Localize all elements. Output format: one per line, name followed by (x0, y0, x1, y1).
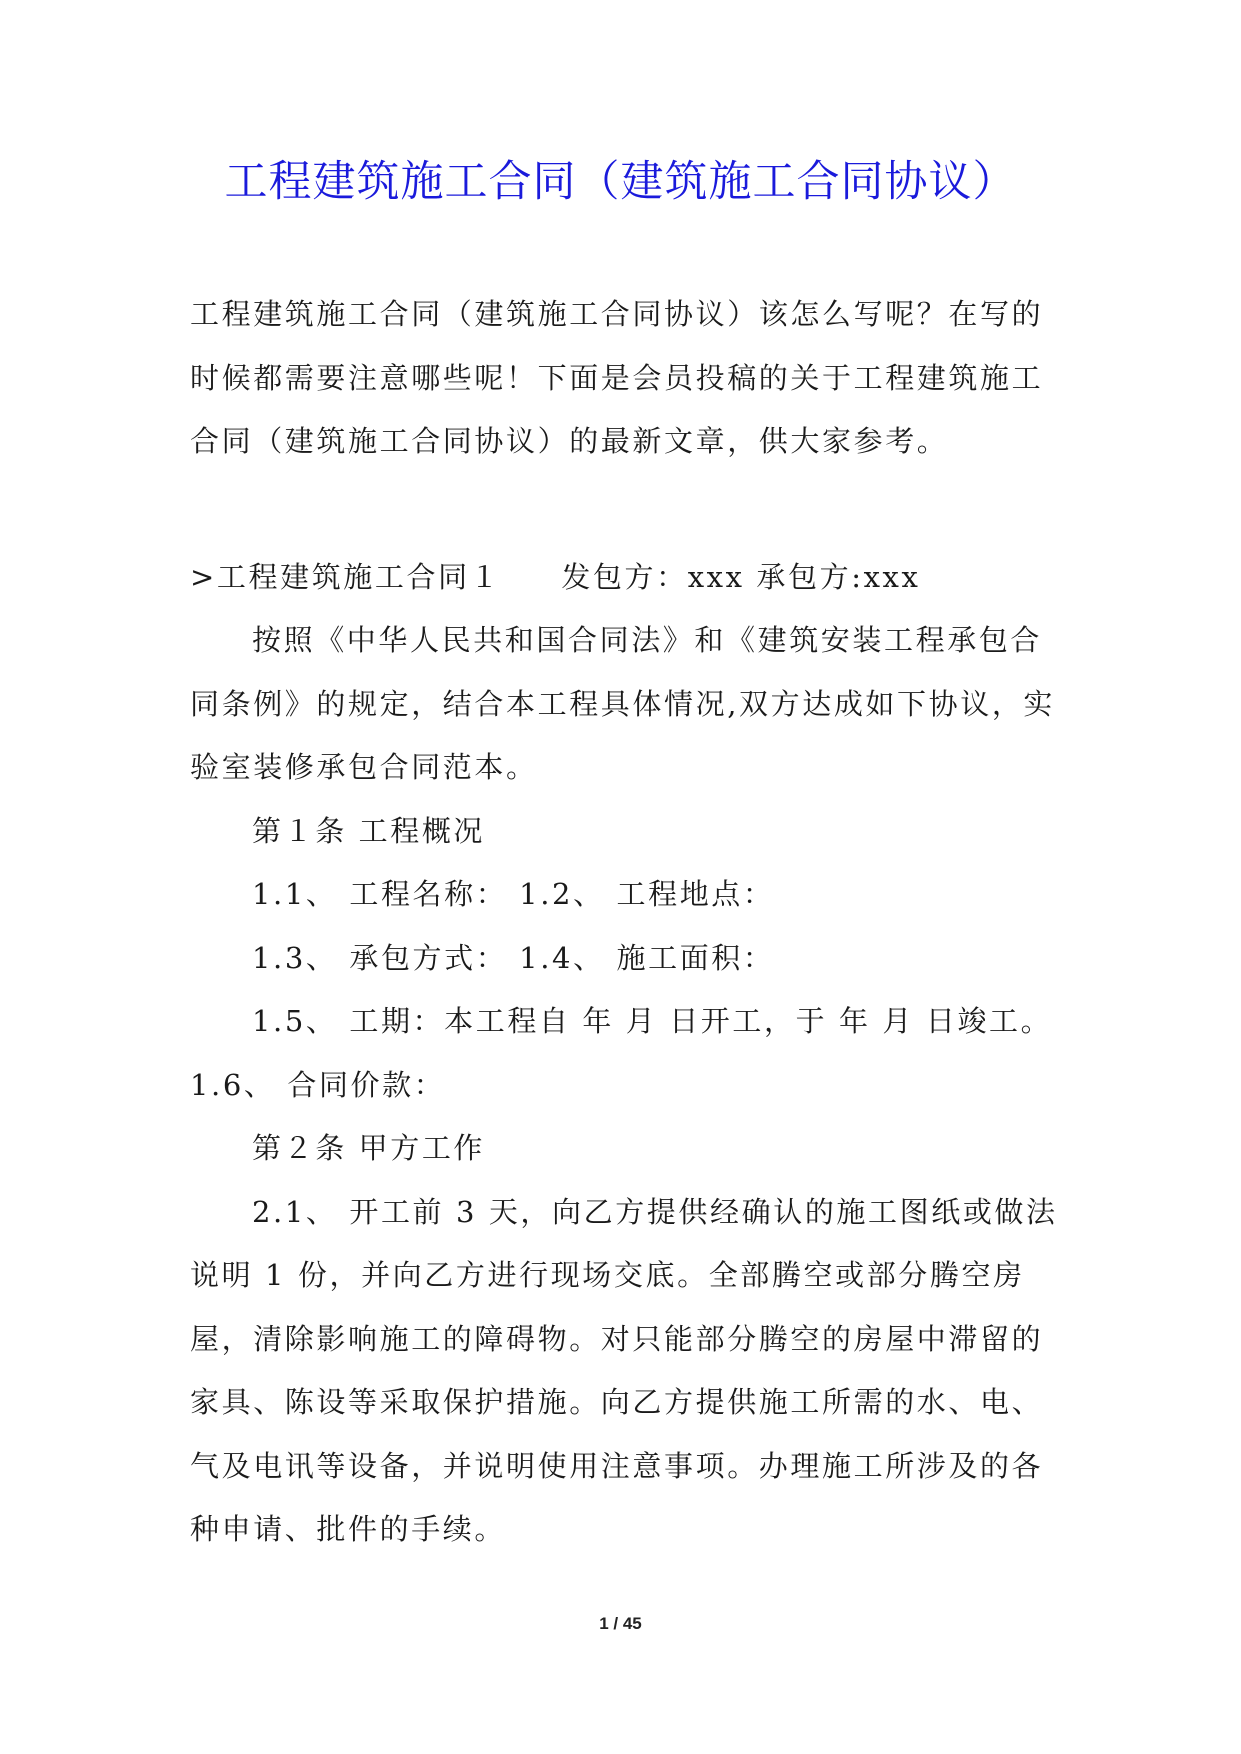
contract-heading: >工程建筑施工合同１ (190, 559, 502, 594)
document-body (190, 283, 1070, 1562)
paragraph-spacer (190, 474, 1070, 546)
document-title: 工程建筑施工合同（建筑施工合同协议） (224, 157, 1017, 207)
contract-parties: 发包方：xxx 承包方:xxx (561, 559, 921, 594)
clause-2-1: 2.1、 开工前 3 天，向乙方提供经确认的施工图纸或做法说明 1 份，并向乙方进行现场交底。全部腾空或部分腾空房屋，清除影响施工的障碍物。对只能部分腾空的房屋中滞留的家具、陈设等采取保护措施。向乙方提供施工所需的水、电、气及电讯等设备，并说明使用注意事项。办理施工所涉及的各种申请、批件的手续。 (190, 1194, 1058, 1546)
article-2-heading: 第２条 甲方工作 (252, 1131, 486, 1165)
contract-heading-line (190, 546, 1070, 610)
page-number: 1 / 45 (599, 1614, 642, 1633)
intro-paragraph: 工程建筑施工合同（建筑施工合同协议）该怎么写呢？在写的时候都需要注意哪些呢！下面是会员投稿的关于工程建筑施工合同（建筑施工合同协议）的最新文章，供大家参考。 (190, 297, 1044, 458)
legal-basis-paragraph: 按照《中华人民共和国合同法》和《建筑安装工程承包合同条例》的规定，结合本工程具体情况,双方达成如下协议，实验室装修承包合同范本。 (190, 623, 1056, 784)
clause-1-5-1-6: 1.5、 工期：本工程自 年 月 日开工，于 年 月 日竣工。1.6、 合同价款： (190, 1004, 1053, 1102)
article-1-heading: 第１条 工程概况 (252, 813, 486, 848)
clause-1-1-1-2: 1.1、 工程名称： 1.2、 工程地点： (252, 877, 775, 911)
clause-1-3-1-4: 1.3、 承包方式： 1.4、 施工面积： (252, 940, 775, 975)
